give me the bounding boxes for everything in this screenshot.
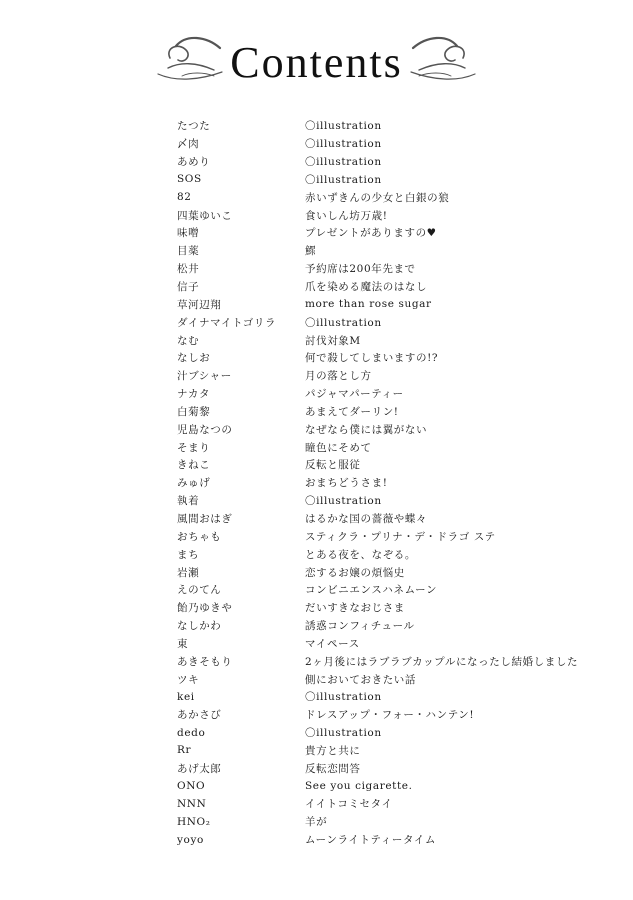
toc-work-title: 食いしん坊万歳! — [305, 209, 388, 222]
toc-author: NNN — [177, 797, 207, 810]
toc-author: dedo — [177, 726, 206, 739]
toc-entry — [177, 385, 597, 403]
toc-work-title: 瞳色にそめて — [305, 441, 372, 454]
toc-author: ONO — [177, 780, 206, 793]
toc-author: 東 — [177, 637, 189, 650]
toc-author: おちゃも — [177, 530, 222, 543]
toc-author: みゅげ — [177, 477, 211, 490]
toc-entry — [177, 724, 597, 742]
toc-work-title: 〇illustration — [305, 727, 382, 740]
toc-author: きねこ — [177, 459, 211, 472]
toc-work-title: ムーンライトティータイム — [305, 834, 437, 847]
toc-author: ダイナマイトゴリラ — [177, 316, 277, 329]
toc-author: 草河辺翔 — [177, 298, 222, 311]
toc-author: yoyo — [177, 833, 204, 846]
toc-entry — [177, 153, 597, 171]
toc-work-title: 貴方と共に — [305, 744, 361, 757]
toc-work-title: 反転と服従 — [305, 459, 361, 472]
toc-entry — [177, 581, 597, 599]
toc-author: そまり — [177, 441, 211, 454]
toc-entry — [177, 278, 597, 296]
toc-entry — [177, 367, 597, 385]
toc-work-title: 2ヶ月後にはラブラブカップルになったし結婚しました — [305, 655, 579, 668]
toc-work-title: なぜなら僕には翼がない — [305, 423, 428, 436]
toc-entry — [177, 403, 597, 421]
toc-entry — [177, 260, 597, 278]
toc-author: 〆肉 — [177, 138, 200, 151]
toc-entry — [177, 813, 597, 831]
toc-author: 味噌 — [177, 227, 200, 240]
toc-entry — [177, 599, 597, 617]
toc-author: kei — [177, 690, 195, 703]
toc-author: 風間おはぎ — [177, 512, 233, 525]
toc-entry — [177, 652, 597, 670]
toc-entry — [177, 742, 597, 760]
page-title: Contents — [230, 38, 403, 87]
toc-entry — [177, 117, 597, 135]
toc-work-title: 〇illustration — [305, 173, 382, 186]
toc-work-title: 反転恋問答 — [305, 762, 361, 775]
toc-author: 82 — [177, 191, 192, 204]
toc-entry — [177, 831, 597, 849]
toc-author: 目薬 — [177, 245, 200, 258]
toc-entry — [177, 438, 597, 456]
toc-entry — [177, 420, 597, 438]
toc-work-title: スティクラ・プリナ・デ・ドラゴ ステ — [305, 530, 496, 543]
toc-work-title: 月の落とし方 — [305, 370, 372, 383]
toc-work-title: 何で殺してしまいますの!? — [305, 352, 439, 365]
contents-header — [0, 22, 633, 102]
toc-entry — [177, 171, 597, 189]
toc-work-title: 討伐対象M — [305, 334, 361, 347]
toc-entry — [177, 295, 597, 313]
toc-author: あかさび — [177, 709, 222, 722]
toc-author: なむ — [177, 334, 200, 347]
toc-work-title: マイペース — [305, 637, 360, 650]
toc-work-title: 羊が — [305, 816, 328, 829]
toc-work-title: 誘惑コンフィチュール — [305, 620, 415, 633]
toc-author: HNO₂ — [177, 815, 211, 828]
toc-entry — [177, 688, 597, 706]
toc-entry — [177, 563, 597, 581]
toc-author: あげ太郎 — [177, 762, 222, 775]
toc-work-title: 〇illustration — [305, 138, 382, 151]
toc-work-title: イイトコミセタイ — [305, 798, 393, 811]
toc-work-title: 鰥 — [305, 245, 317, 258]
toc-entry — [177, 795, 597, 813]
toc-author: 信子 — [177, 281, 200, 294]
toc-author: ナカタ — [177, 388, 211, 401]
toc-work-title: ドレスアップ・フォー・ハンテン! — [305, 709, 475, 722]
toc-author: ツキ — [177, 673, 200, 686]
toc-entry — [177, 492, 597, 510]
toc-work-title: とある夜を、なぞる。 — [305, 548, 416, 561]
toc-work-title: 爪を染める魔法のはなし — [305, 281, 428, 294]
toc-entry — [177, 545, 597, 563]
toc-work-title: 〇illustration — [305, 691, 382, 704]
toc-work-title: 恋するお嬢の煩悩史 — [305, 566, 405, 579]
toc-entry — [177, 242, 597, 260]
toc-entry — [177, 188, 597, 206]
toc-author: あきそもり — [177, 655, 233, 668]
toc-work-title: 〇illustration — [305, 156, 382, 169]
toc-entry — [177, 670, 597, 688]
toc-entry — [177, 777, 597, 795]
toc-entry — [177, 206, 597, 224]
toc-author: 飴乃ゆきや — [177, 602, 233, 615]
toc-work-title: パジャマパーティー — [305, 388, 404, 401]
toc-author: 執着 — [177, 495, 200, 508]
toc-author: SOS — [177, 173, 202, 186]
toc-work-title: 〇illustration — [305, 120, 382, 133]
toc-work-title: See you cigarette. — [305, 780, 413, 793]
toc-entry — [177, 706, 597, 724]
toc-work-title: おまちどうさま! — [305, 477, 388, 490]
toc-entry — [177, 617, 597, 635]
toc-author: Rr — [177, 744, 192, 757]
toc-author: 松井 — [177, 263, 200, 276]
toc-entry — [177, 759, 597, 777]
toc-entry — [177, 527, 597, 545]
toc-author: えのてん — [177, 584, 222, 597]
toc-work-title: 赤いずきんの少女と白銀の狼 — [305, 191, 450, 204]
toc-entry — [177, 331, 597, 349]
toc-work-title: はるかな国の薔薇や蝶々 — [305, 512, 428, 525]
toc-work-title: more than rose sugar — [305, 298, 432, 311]
toc-entry — [177, 510, 597, 528]
toc-entry — [177, 474, 597, 492]
toc-entry — [177, 456, 597, 474]
toc-author: たつた — [177, 120, 211, 133]
toc-work-title: 予約席は200年先まで — [305, 263, 416, 276]
toc-entry — [177, 224, 597, 242]
toc-author: 汁ブシャー — [177, 370, 232, 383]
toc-entry — [177, 135, 597, 153]
toc-author: 児島なつの — [177, 423, 233, 436]
toc-entry — [177, 313, 597, 331]
table-of-contents — [177, 117, 597, 849]
toc-author: あめり — [177, 156, 211, 169]
toc-work-title: あまえてダーリン! — [305, 405, 399, 418]
toc-author: まち — [177, 548, 200, 561]
toc-work-title: 〇illustration — [305, 316, 382, 329]
toc-work-title: だいすきなおじさま — [305, 602, 405, 615]
toc-work-title: プレゼントがありますの♥ — [305, 227, 437, 240]
toc-author: 白菊黎 — [177, 405, 211, 418]
toc-entry — [177, 634, 597, 652]
toc-author: なしかわ — [177, 620, 222, 633]
toc-work-title: コンビニエンスハネムーン — [305, 584, 438, 597]
toc-work-title: 側においておきたい話 — [305, 673, 416, 686]
toc-work-title: 〇illustration — [305, 495, 382, 508]
toc-author: 岩瀬 — [177, 566, 200, 579]
toc-author: 四葉ゆいこ — [177, 209, 233, 222]
toc-entry — [177, 349, 597, 367]
toc-author: なしお — [177, 352, 211, 365]
